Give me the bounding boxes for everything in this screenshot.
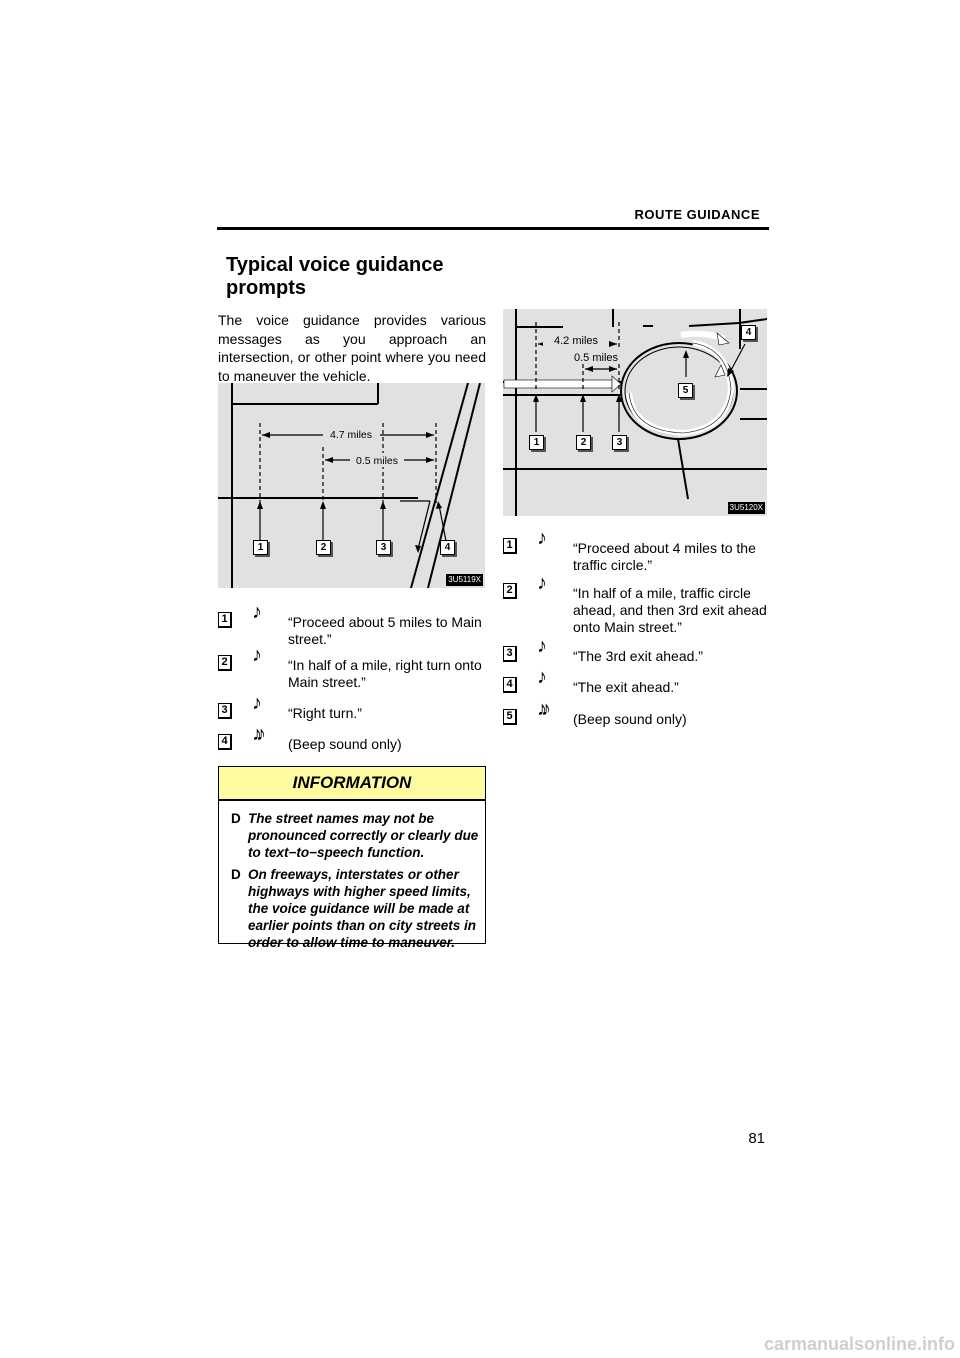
single-note-icon: ♪ [252, 692, 262, 714]
section-title [226, 254, 486, 300]
prompt-line: traffic circle.” [573, 557, 653, 573]
prompt-line: “In half of a mile, traffic circle [573, 585, 751, 601]
prompt-text [288, 705, 362, 722]
single-note-icon: ♪ [537, 635, 547, 657]
figure1-marker-3: 3 [376, 540, 391, 555]
figure2-near-distance-label: 0.5 miles [573, 352, 619, 364]
prompt-number: 5 [503, 709, 517, 725]
single-note-icon: ♪ [537, 572, 547, 594]
prompt-line: “Proceed about 4 miles to the [573, 540, 756, 556]
bullet-text: The street names may not be pronounced correctly or clearly due to text−to−speech function. [248, 811, 479, 860]
traffic-circle-map-graphic [503, 309, 767, 516]
bullet-symbol: D [231, 811, 241, 826]
prompt-line: “The exit ahead.” [573, 679, 679, 695]
prompt-line: street.” [288, 631, 332, 647]
prompt-text [573, 585, 767, 636]
prompt-line: onto Main street.” [573, 619, 682, 635]
watermark-text: carmanualsonline.info [763, 1334, 955, 1354]
figure-traffic-circle-diagram [503, 309, 767, 516]
prompt-right-1 [503, 527, 773, 574]
information-box [218, 766, 486, 950]
figure1-near-distance-label: 0.5 miles [355, 455, 399, 467]
prompt-text [573, 711, 687, 728]
prompt-left-3 [218, 692, 488, 723]
prompt-number: 2 [503, 583, 517, 599]
prompt-line: “Proceed about 5 miles to Main [288, 614, 482, 630]
figure1-marker-1: 1 [253, 540, 268, 555]
bullet-text: On freeways, interstates or other highways with higher speed limits, the voice guidance will be made at earlier points than on city streets in order to allow time to maneuver. [248, 867, 477, 950]
prompt-line: (Beep sound only) [573, 711, 687, 727]
prompt-line: “The 3rd exit ahead.” [573, 648, 703, 664]
prompt-left-1 [218, 601, 488, 648]
prompt-line: (Beep sound only) [288, 736, 402, 752]
figure2-marker-3: 3 [612, 435, 627, 450]
information-heading: INFORMATION [219, 767, 485, 801]
figure2-marker-2: 2 [576, 435, 591, 450]
single-note-icon: ♪ [537, 666, 547, 688]
page-number: 81 [748, 1130, 765, 1147]
figure2-far-distance-label: 4.2 miles [553, 335, 599, 347]
prompt-number: 3 [218, 703, 232, 719]
prompt-text [573, 540, 756, 574]
prompt-right-5 [503, 698, 773, 729]
intro-paragraph: The voice guidance provides various messages as you approach an intersection, or other point where you need to maneuver the vehicle. [218, 312, 486, 384]
bullet-symbol: D [231, 867, 241, 882]
prompt-number: 3 [503, 646, 517, 662]
prompt-number: 1 [503, 538, 517, 554]
prompt-left-2 [218, 644, 488, 691]
figure-right-turn-diagram [218, 383, 485, 588]
information-bullet-1 [231, 810, 483, 861]
prompt-line: ahead, and then 3rd exit ahead [573, 602, 767, 618]
figure2-marker-4: 4 [741, 325, 756, 340]
single-note-icon: ♪ [252, 644, 262, 666]
figure2-code: 3U5120X [729, 503, 763, 512]
prompt-line: Main street.” [288, 674, 366, 690]
single-note-icon: ♪ [537, 527, 547, 549]
prompt-right-2 [503, 572, 773, 637]
prompt-number: 4 [218, 734, 232, 750]
figure2-marker-5: 5 [678, 383, 693, 398]
double-note-icon: ♪♪ [537, 698, 545, 720]
prompt-number: 2 [218, 655, 232, 671]
information-bullet-2 [231, 866, 483, 951]
right-turn-map-graphic [218, 383, 485, 588]
prompt-line: “In half of a mile, right turn onto [288, 657, 482, 673]
prompt-text [288, 736, 402, 753]
prompt-text [573, 648, 703, 665]
header-rule [217, 227, 769, 230]
figure1-code: 3U5119X [448, 575, 481, 584]
section-title-line-1: Typical voice guidance [226, 254, 444, 276]
figure1-marker-4: 4 [440, 540, 455, 555]
prompt-text [288, 657, 482, 691]
prompt-line: “Right turn.” [288, 705, 362, 721]
double-note-icon: ♪♪ [252, 723, 260, 745]
prompt-number: 1 [218, 612, 232, 628]
prompt-text [288, 614, 482, 648]
figure1-far-distance-label: 4.7 miles [329, 429, 373, 441]
prompt-left-4 [218, 723, 488, 754]
prompt-right-3 [503, 635, 773, 666]
figure2-marker-1: 1 [529, 435, 544, 450]
prompt-number: 4 [503, 677, 517, 693]
single-note-icon: ♪ [252, 601, 262, 623]
section-title-line-2: prompts [226, 277, 306, 299]
running-header: ROUTE GUIDANCE [634, 207, 760, 222]
prompt-text [573, 679, 679, 696]
prompt-right-4 [503, 666, 773, 697]
figure1-marker-2: 2 [316, 540, 331, 555]
